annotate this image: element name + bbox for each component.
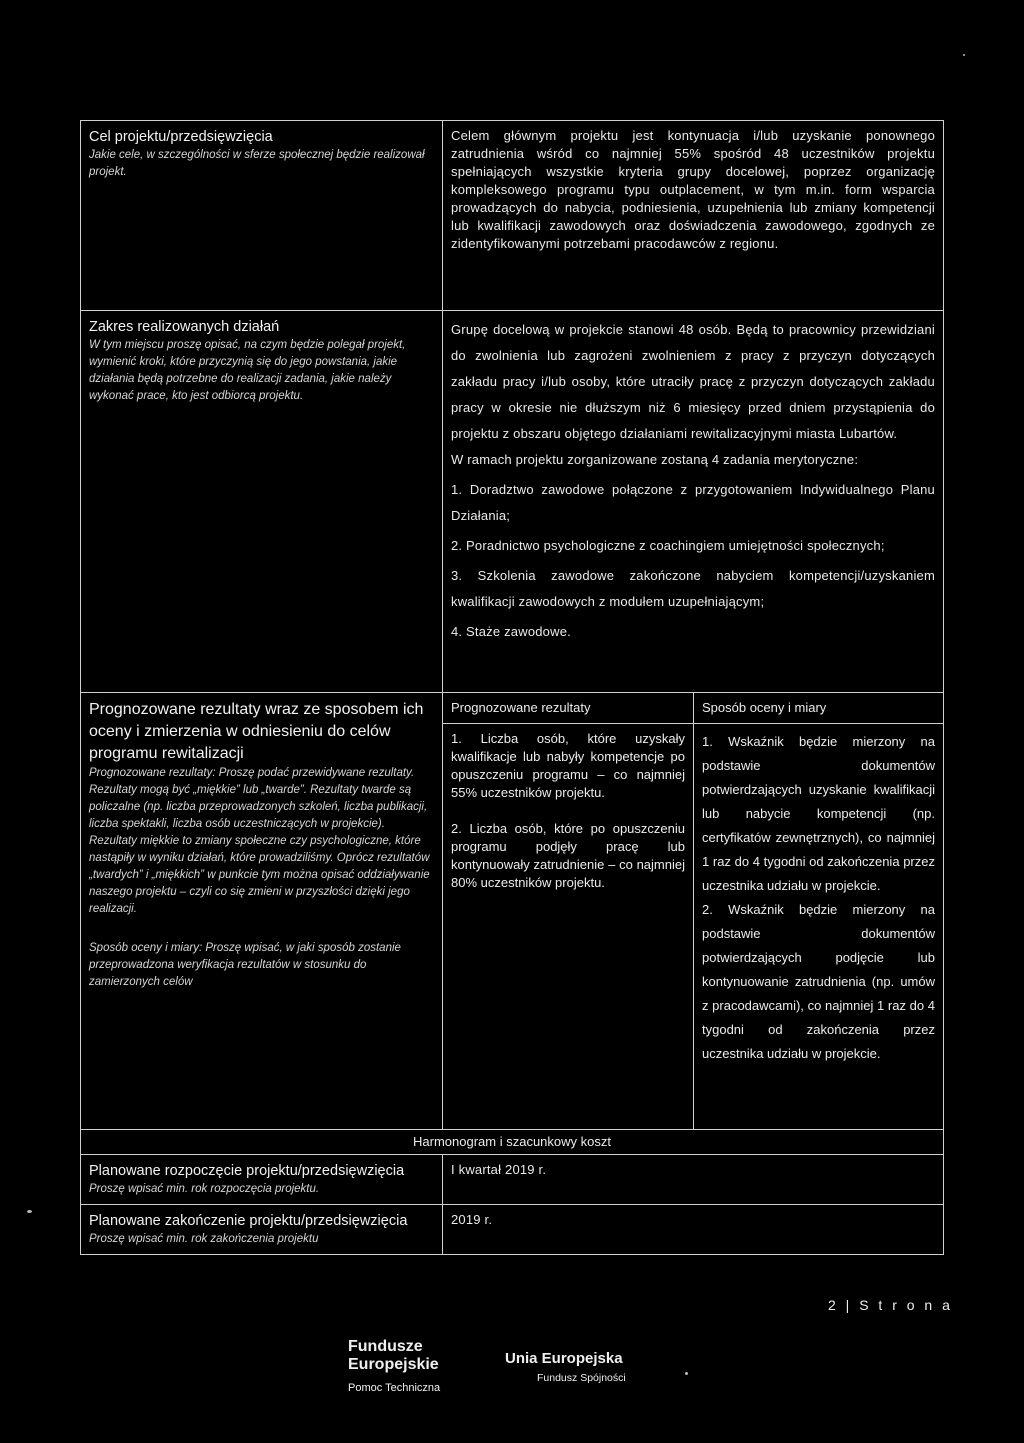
end-title: Planowane zakończenie projektu/przedsięwzięcia <box>89 1213 408 1229</box>
goal-label-cell <box>81 121 443 311</box>
result-item: 1. Liczba osób, które uzyskały kwalifikacje lub nabyły kompetencje po opuszczeniu programu – co najmniej 55% uczestników projektu. <box>451 731 685 800</box>
results-title: Prognozowane rezultaty wraz ze sposobem ich oceny i zmierzenia w odniesieniu do celów programu rewitalizacji <box>89 701 424 762</box>
results-header-row <box>81 693 944 724</box>
fe-logo-line1: Fundusze <box>348 1338 423 1355</box>
goal-content: Celem głównym projektu jest kontynuacja i/lub uzyskanie ponownego zatrudnienia wśród co najmniej 55% spośród 48 uczestników projektu spełniających wszystkie kryteria grupy docelowej, poprzez organizację kompleksowego programu typu outplacement, w tym m.in. form wsparcia prowadzących do nabycia, podniesienia, uzupełnienia lub zmiany kompetencji lub kwalifikacji zawodowych oraz doświadczenia zawodowego, zgodnych ze zidentyfikowanymi potrzebami pracodawców z regionu. <box>443 121 944 311</box>
results-list <box>443 724 694 1130</box>
start-row <box>81 1155 944 1205</box>
ue-logo-line1: Unia Europejska <box>505 1350 623 1367</box>
measure-item: 1. Wskaźnik będzie mierzony na podstawie dokumentów potwierdzających uzyskanie kwalifikacji lub nabycie kompetencji (np. certyfikatów zewnętrznych), co najmniej 1 raz do 4 tygodni od zakończenia przez uczestnika udziału w projekcie. <box>702 734 935 893</box>
target-group-paragraph: Grupę docelową w projekcie stanowi 48 osób. Będą to pracownicy przewidziani do zwolnienia lub zagrożeni zwolnieniem z pracy z przyczyn dotyczących zakładu pracy i/lub osoby, które utraciły pracę z przyczyn dotyczących zakładu pracy w okresie nie dłuższym niż 6 miesięcy przed dniem przystąpienia do projektu z obszaru objętego działaniami rewitalizacyjnymi miasta Lubartów. <box>451 322 935 441</box>
start-hint: Proszę wpisać min. rok rozpoczęcia projektu. <box>89 1183 320 1195</box>
scope-title: Zakres realizowanych działań <box>89 319 280 335</box>
page-number: 2 | S t r o n a <box>828 1297 953 1313</box>
unia-europejska-logo <box>505 1350 626 1385</box>
scope-row <box>81 311 944 693</box>
start-title: Planowane rozpoczęcie projektu/przedsięwzięcia <box>89 1163 405 1179</box>
scan-speck <box>685 1372 688 1375</box>
goal-title: Cel projektu/przedsięwzięcia <box>89 129 273 145</box>
end-row <box>81 1205 944 1255</box>
result-item: 2. Liczba osób, które po opuszczeniu programu podjęły pracę lub kontynuowały zatrudnienie – co najmniej 80% uczestników projektu. <box>451 821 685 890</box>
results-hint: Prognozowane rezultaty: Proszę podać przewidywane rezultaty. Rezultaty mogą być „miękkie” lub „twarde”. Rezultaty twarde są policzalne (np. liczba przeprowadzonych szkoleń, liczba publikacji, liczba spektakli, liczba osób uczestniczących w projekcie). Rezultaty miękkie to zmiany społeczne czy psychologiczne, które nastąpiły w wyniku działań, które prowadziliśmy. Oprócz rezultatów „twardych” i „miękkich” w punkcie tym można opisać oddziaływanie naszego projektu – czyli co się zmieni w przyszłości dzięki jego realizacji. <box>89 767 430 915</box>
scope-label-cell <box>81 311 443 693</box>
schedule-heading-row <box>81 1130 944 1155</box>
measure-item: 2. Wskaźnik będzie mierzony na podstawie dokumentów potwierdzających podjęcie lub kontynuowanie zatrudnienia (np. umów z pracodawcami), co najmniej 1 raz do 4 tygodni od zakończenia przez uczestnika udziału w projekcie. <box>702 902 935 1061</box>
task-item: 1. Doradztwo zawodowe połączone z przygotowaniem Indywidualnego Planu Działania; <box>451 482 935 523</box>
measure-hint: Sposób oceny i miary: Proszę wpisać, w jaki sposób zostanie przeprowadzona weryfikacja rezultatów w stosunku do zamierzonych celów <box>89 942 401 988</box>
measure-column-header: Sposób oceny i miary <box>694 693 944 724</box>
scope-hint: W tym miejscu proszę opisać, na czym będzie polegał projekt, wymienić kroki, które przyczynią się do jego powstania, jakie działania będą potrzebne do realizacji zadania, jakie należy wykonać prace, kto jest odbiorcą projektu. <box>89 339 406 402</box>
tasks-intro: W ramach projektu zorganizowane zostaną 4 zadania merytoryczne: <box>451 452 859 467</box>
fundusze-europejskie-logo <box>348 1338 440 1396</box>
results-label-cell <box>81 693 443 1130</box>
project-form-table <box>80 120 944 1255</box>
end-hint: Proszę wpisać min. rok zakończenia projektu <box>89 1233 319 1245</box>
fe-logo-line3: Pomoc Techniczna <box>348 1382 441 1394</box>
task-item: 2. Poradnictwo psychologiczne z coachingiem umiejętności społecznych; <box>451 538 885 553</box>
start-label-cell <box>81 1155 443 1205</box>
scope-content <box>443 311 944 693</box>
scan-speck <box>27 1210 32 1213</box>
task-item: 3. Szkolenia zawodowe zakończone nabyciem kompetencji/uzyskaniem kwalifikacji zawodowych z modułem uzupełniającym; <box>451 568 935 609</box>
fe-logo-line2: Europejskie <box>348 1356 439 1373</box>
scan-speck <box>963 54 965 56</box>
goal-hint: Jakie cele, w szczególności w sferze społecznej będzie realizował projekt. <box>89 149 425 178</box>
task-item: 4. Staże zawodowe. <box>451 624 571 639</box>
end-value: 2019 r. <box>443 1205 944 1255</box>
ue-logo-line2: Fundusz Spójności <box>537 1372 626 1384</box>
results-column-header: Prognozowane rezultaty <box>443 693 694 724</box>
start-value: I kwartał 2019 r. <box>443 1155 944 1205</box>
measures-list <box>694 724 944 1130</box>
schedule-heading: Harmonogram i szacunkowy koszt <box>81 1130 944 1155</box>
end-label-cell <box>81 1205 443 1255</box>
goal-row <box>81 121 944 311</box>
